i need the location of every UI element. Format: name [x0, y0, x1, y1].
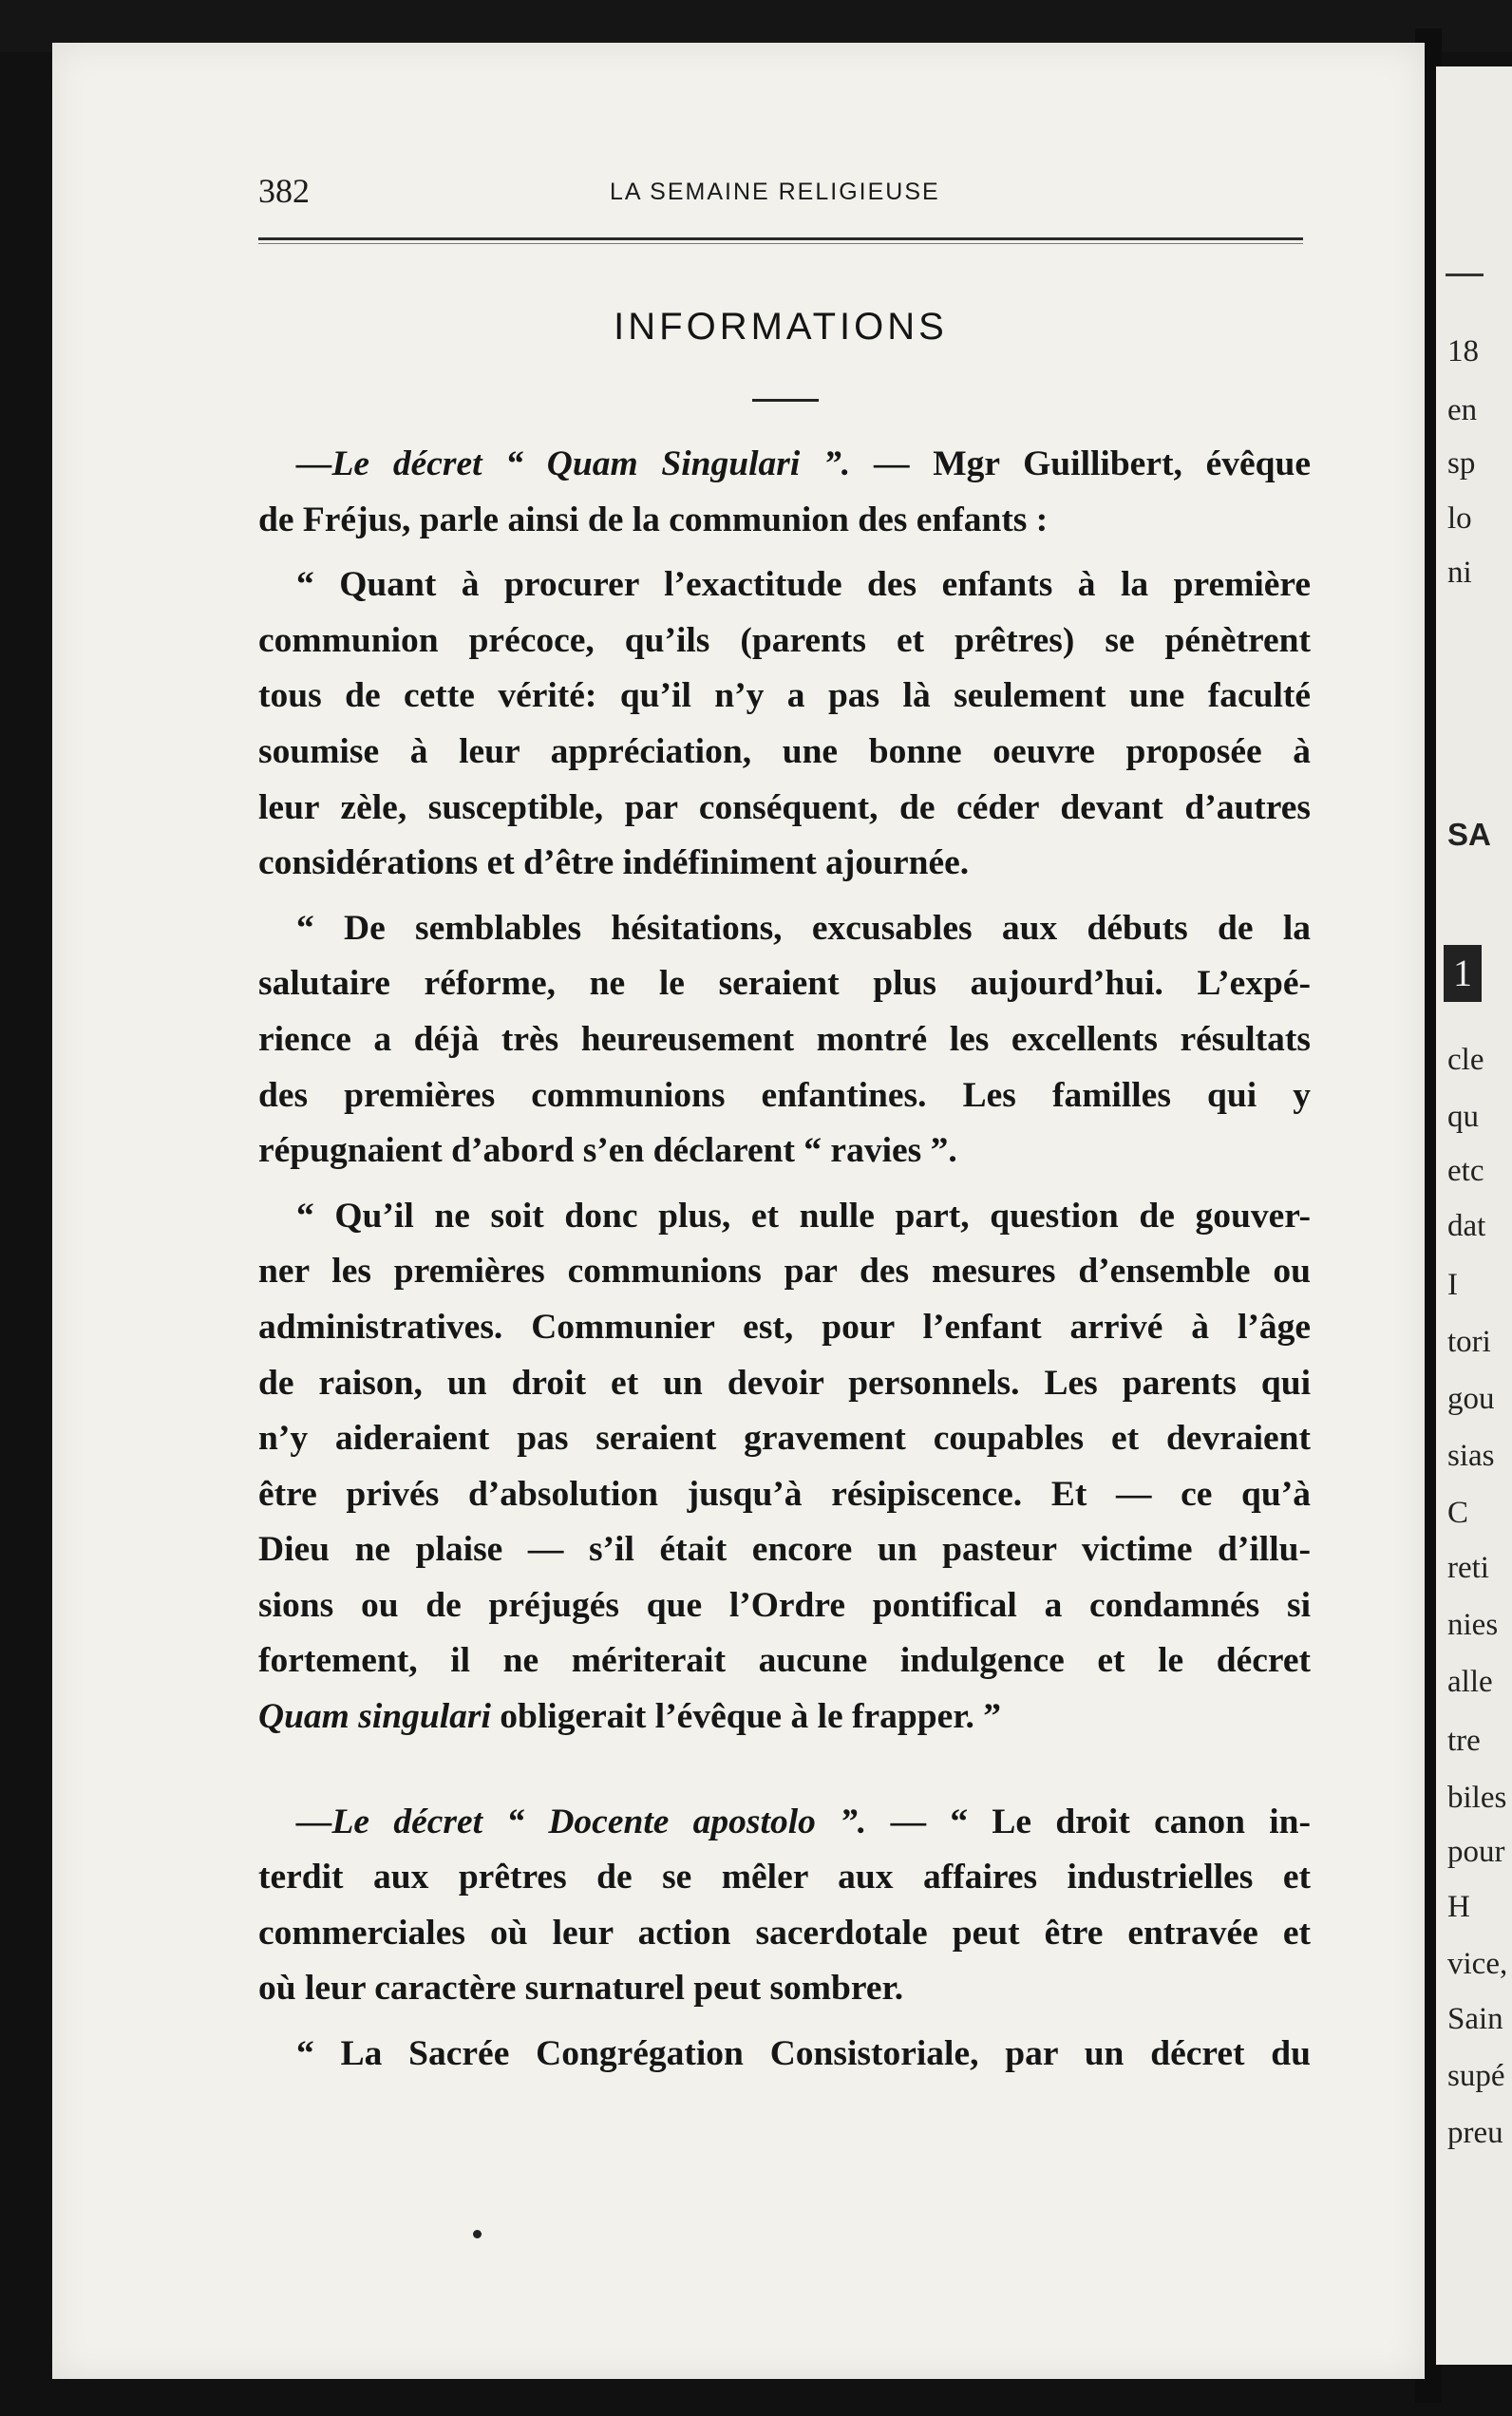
text-run: tous de cette vérité: qu’il n’y a pas là seulement une faculté: [258, 676, 1311, 716]
adjacent-text-fragment: gou: [1447, 1382, 1495, 1416]
text-run: être privés d’absolution jusqu’à résipiscence. Et — ce qu’à: [258, 1474, 1311, 1514]
page-header: [258, 171, 1313, 218]
adjacent-text-fragment: cle: [1447, 1043, 1484, 1077]
adjacent-text-fragment: vice,: [1447, 1947, 1508, 1981]
text-line: [258, 613, 1311, 670]
text-line: [258, 1356, 1311, 1412]
adjacent-text-fragment: alle: [1447, 1665, 1493, 1699]
paragraph-gap: [258, 892, 1311, 901]
section-title: INFORMATIONS: [614, 306, 948, 348]
text-line: [258, 1961, 1311, 2017]
text-run: de raison, un droit et un devoir personnels. Les parents qui: [258, 1363, 1311, 1403]
adjacent-text-fragment: reti: [1447, 1551, 1489, 1585]
text-line: [258, 1300, 1311, 1356]
text-run: commerciales où leur action sacerdotale peut être entravée et: [258, 1913, 1311, 1953]
adjacent-text-fragment: biles: [1447, 1781, 1507, 1815]
text-run: — “ Le droit canon in-: [866, 1802, 1311, 1841]
text-line: [258, 557, 1311, 613]
text-run: fortement, il ne mériterait aucune indulgence et le décret: [258, 1641, 1311, 1681]
running-title: LA SEMAINE RELIGIEUSE: [610, 179, 940, 205]
paragraph-gap: [258, 548, 1311, 557]
adjacent-text-fragment: etc: [1447, 1154, 1484, 1188]
text-run: des premières communions enfantines. Les familles qui y: [258, 1075, 1311, 1115]
text-line: [258, 1850, 1311, 1906]
adjacent-text-fragment: sp: [1447, 446, 1476, 481]
text-run: “ Qu’il ne soit donc plus, et nulle part, question de gouver-: [296, 1196, 1311, 1236]
paragraph-gap: [258, 1180, 1311, 1189]
adjacent-text-fragment: dat: [1447, 1209, 1486, 1243]
text-line: [258, 1123, 1311, 1180]
adjacent-text-fragment: en: [1447, 393, 1478, 427]
adjacent-text-fragment: I: [1447, 1268, 1458, 1302]
text-run: communion précoce, qu’ils (parents et prêtres) se pénètrent: [258, 620, 1311, 660]
adjacent-text-fragment: C: [1447, 1496, 1469, 1530]
text-line: [258, 669, 1311, 725]
text-line: [258, 1633, 1311, 1689]
text-run: où leur caractère surnaturel peut sombrer.: [258, 1969, 904, 2009]
ink-dot: [473, 2230, 482, 2238]
text-run: de Fréjus, parle ainsi de la communion des enfants :: [258, 500, 1049, 539]
text-run: salutaire réforme, ne le seraient plus aujourd’hui. L’expé-: [258, 964, 1311, 1004]
text-run: n’y aideraient pas seraient gravement coupables et devraient: [258, 1419, 1311, 1459]
page-number: 382: [258, 172, 310, 210]
text-line: [258, 2027, 1311, 2083]
adjacent-text-fragment: preu: [1447, 2116, 1503, 2150]
text-run: sions ou de préjugés que l’Ordre pontifical a condamnés si: [258, 1585, 1311, 1625]
text-line: [258, 901, 1311, 957]
text-line: [258, 1012, 1311, 1068]
text-run: — Mgr Guillibert, évêque: [850, 444, 1311, 483]
adjacent-text-fragment: nies: [1447, 1608, 1499, 1642]
text-line: [258, 956, 1311, 1012]
text-run: rience a déjà très heureusement montré les excellents résultats: [258, 1019, 1311, 1059]
italic-text: —Le décret “ Quam Singulari ”.: [296, 444, 851, 483]
adjacent-text-fragment: H: [1447, 1890, 1470, 1924]
adjacent-text-fragment: tre: [1447, 1724, 1481, 1758]
adjacent-page-edge: [1436, 66, 1512, 2365]
italic-text: Quam singulari: [258, 1697, 491, 1737]
adjacent-text-fragment: lo: [1447, 501, 1472, 536]
text-run: terdit aux prêtres de se mêler aux affaires industrielles et: [258, 1858, 1311, 1897]
paragraph-gap: [258, 2017, 1311, 2027]
body-text: [258, 437, 1311, 2083]
adjacent-text-fragment: SA: [1447, 817, 1491, 852]
title-rule: [752, 399, 819, 402]
text-line: [258, 1467, 1311, 1523]
paragraph-gap: [258, 1746, 1311, 1795]
text-line: [258, 1068, 1311, 1124]
text-run: “ De semblables hésitations, excusables aux débuts de la: [296, 908, 1311, 948]
text-line: [258, 1411, 1311, 1467]
text-run: soumise à leur appréciation, une bonne oeuvre proposée à: [258, 731, 1311, 771]
adjacent-initial-box: 1: [1444, 945, 1482, 1002]
text-line: [258, 493, 1311, 549]
adjacent-text-fragment: tori: [1447, 1325, 1491, 1359]
text-run: répugnaient d’abord s’en déclarent “ ravies ”.: [258, 1131, 957, 1171]
text-run: “ Quant à procurer l’exactitude des enfants à la première: [296, 565, 1311, 605]
adjacent-text-fragment: 18: [1447, 334, 1479, 368]
text-run: considérations et d’être indéfiniment ajournée.: [258, 843, 970, 883]
adjacent-header-rule: [1446, 274, 1484, 276]
text-line: [258, 1906, 1311, 1962]
text-run: leur zèle, susceptible, par conséquent, de céder devant d’autres: [258, 787, 1311, 827]
text-line: [258, 1189, 1311, 1245]
adjacent-text-fragment: sias: [1447, 1439, 1495, 1473]
text-line: [258, 781, 1311, 837]
adjacent-text-fragment: ni: [1447, 556, 1472, 590]
text-line: [258, 725, 1311, 781]
text-run: “ La Sacrée Congrégation Consistoriale, par un décret du: [296, 2034, 1311, 2074]
text-run: ner les premières communions par des mesures d’ensemble ou: [258, 1252, 1311, 1292]
adjacent-text-fragment: pour: [1447, 1835, 1505, 1869]
adjacent-text-fragment: qu: [1447, 1100, 1479, 1134]
header-rule-thin: [258, 243, 1303, 244]
text-line: [258, 1522, 1311, 1578]
text-line: [258, 1795, 1311, 1851]
text-line: [258, 1244, 1311, 1300]
text-line: [258, 437, 1311, 493]
text-run: obligerait l’évêque à le frapper. ”: [490, 1697, 1001, 1737]
adjacent-text-fragment: supé: [1447, 2059, 1505, 2093]
italic-text: —Le décret “ Docente apostolo ”.: [296, 1802, 867, 1841]
text-run: administratives. Communier est, pour l’enfant arrivé à l’âge: [258, 1307, 1311, 1347]
text-run: Dieu ne plaise — s’il était encore un pasteur victime d’illu-: [258, 1530, 1311, 1570]
text-line: [258, 836, 1311, 892]
header-rule: [258, 237, 1303, 240]
adjacent-text-fragment: Sain: [1447, 2002, 1503, 2036]
text-line: [258, 1578, 1311, 1634]
text-line: [258, 1689, 1311, 1746]
